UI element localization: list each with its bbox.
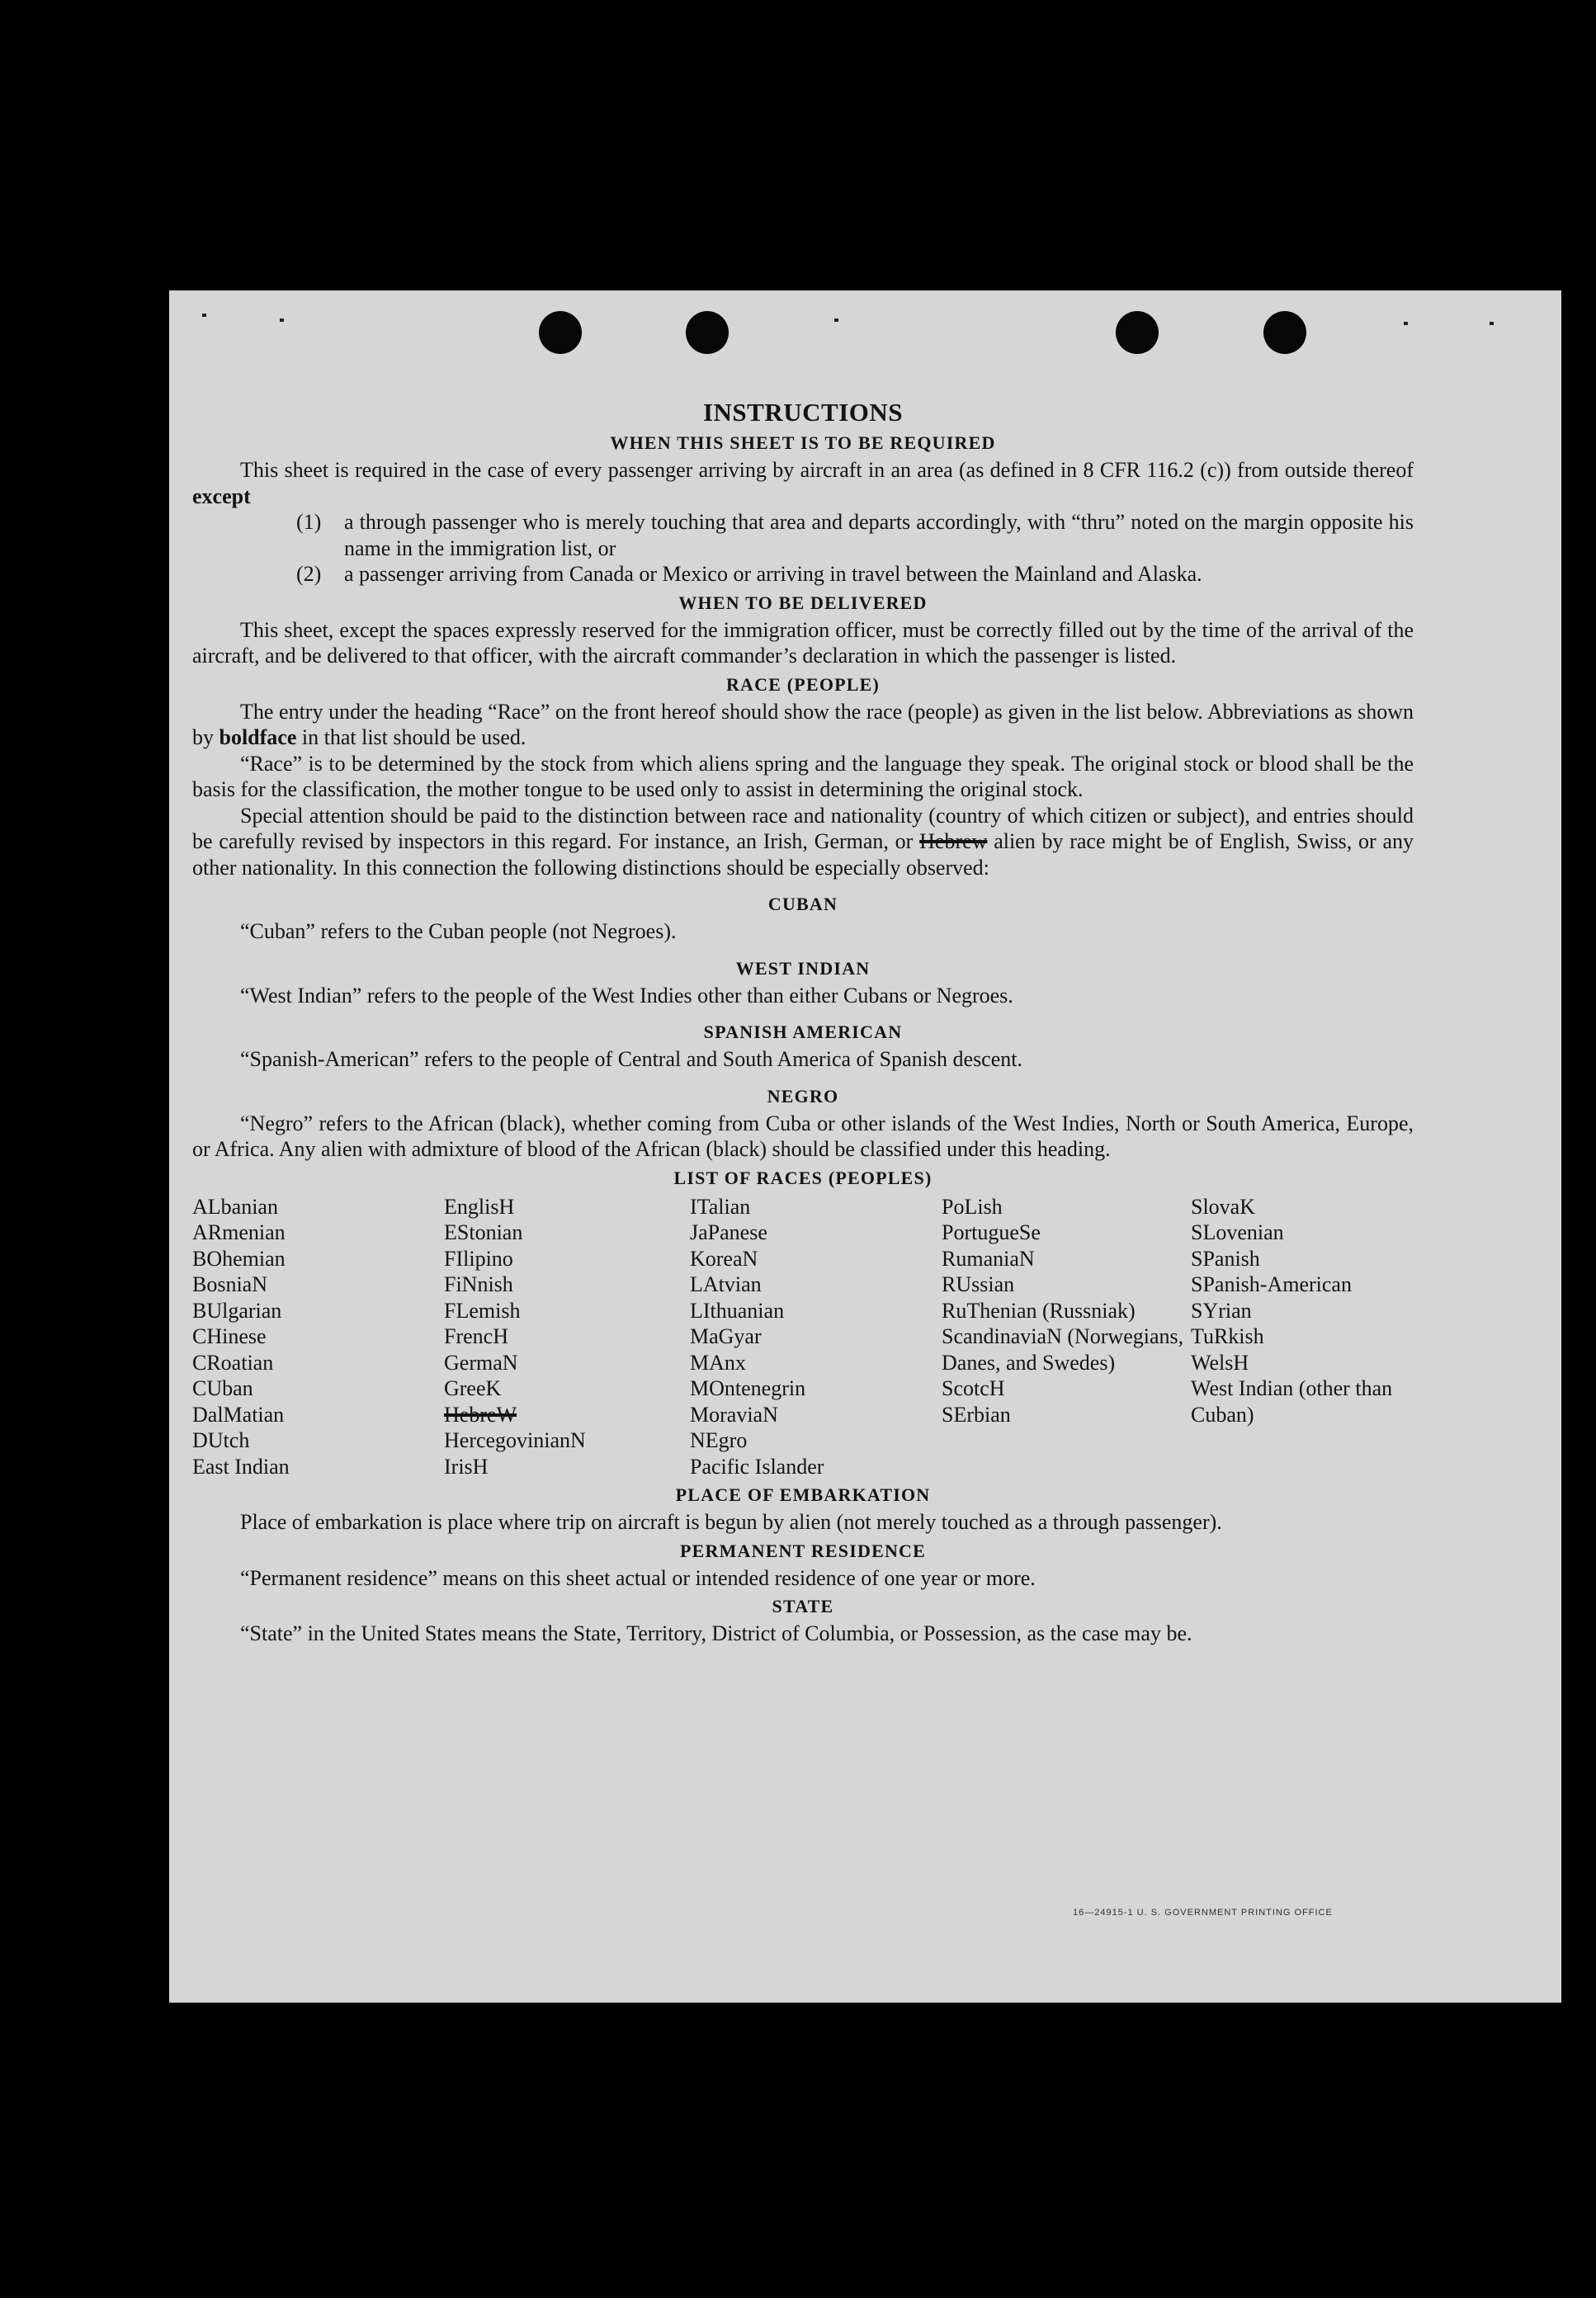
race-column (1191, 1194, 1414, 1480)
punch-hole (539, 311, 582, 354)
exception-text-2: a passenger arriving from Canada or Mexico or arriving in travel between the Mainland and Alaska. (344, 562, 1202, 586)
spanish-american-paragraph: “Spanish-American” refers to the people of Central and South America of Spanish descent. (240, 1047, 1022, 1071)
race-p1-text-a: The entry under the heading “Race” on the front hereof should show the race (people) as given in the list below. Abbreviations as shown by (192, 699, 1414, 749)
race-entry: BUlgarian (192, 1298, 282, 1323)
race-p1-boldface: boldface (219, 725, 297, 749)
race-entry: ITalian (690, 1194, 751, 1219)
section-heading-when-required: WHEN THIS SHEET IS TO BE REQUIRED (610, 432, 996, 453)
race-entry: IrisH (444, 1454, 489, 1479)
race-entry: MOntenegrin (690, 1376, 806, 1400)
race-entry: SlovaK (1191, 1194, 1255, 1219)
paper-speck (834, 319, 838, 322)
when-required-except: except (192, 484, 251, 508)
section-heading-spanish-american: SPANISH AMERICAN (703, 1022, 903, 1042)
race-entry: LAtvian (690, 1272, 762, 1296)
race-column (942, 1194, 1191, 1480)
race-column (192, 1194, 444, 1480)
race-entry: MoraviaN (690, 1402, 778, 1427)
exception-number-1: (1) (296, 510, 322, 534)
race-entry: FiNnish (444, 1272, 513, 1296)
race-p3-text-a: Special attention should be paid to the distinction between race and nationality (country of which citizen or subject), and entries should be carefully revised by inspectors in this regard. For instance, an Irish, German, or (192, 803, 1414, 853)
race-entry: ALbanian (192, 1194, 278, 1219)
when-required-intro: This sheet is required in the case of every passenger arriving by aircraft in an area (as defined in 8 CFR 116.2 (c)) from outside thereof (240, 458, 1414, 482)
negro-paragraph: “Negro” refers to the African (black), whether coming from Cuba or other islands of the West Indies, North or South America, Europe, or Africa. Any alien with admixture of blood of the African (black) should be classified under this heading. (192, 1111, 1414, 1161)
race-entry: ARmenian (192, 1220, 286, 1244)
paper-speck (202, 314, 206, 317)
race-entry: ScotcH (942, 1376, 1005, 1400)
race-entry: GreeK (444, 1376, 502, 1400)
exception-item-2 (192, 561, 1414, 587)
race-entry: CHinese (192, 1324, 267, 1348)
cuban-paragraph: “Cuban” refers to the Cuban people (not Negroes). (240, 919, 677, 943)
race-entry: FIlipino (444, 1246, 513, 1271)
race-entry: RumaniaN (942, 1246, 1035, 1271)
race-entry: DUtch (192, 1428, 250, 1452)
race-paragraph-1 (192, 699, 1414, 751)
race-entry: FLemish (444, 1298, 521, 1323)
race-entry: CUban (192, 1376, 253, 1400)
race-column (690, 1194, 942, 1480)
race-entry: SYrian (1191, 1298, 1252, 1323)
race-entry: BosniaN (192, 1272, 267, 1296)
race-entry: MAnx (690, 1350, 746, 1375)
section-heading-negro: NEGRO (767, 1085, 839, 1107)
race-entry: PoLish (942, 1194, 1003, 1219)
race-entry: SLovenian (1191, 1220, 1284, 1244)
race-entry: EStonian (444, 1220, 523, 1244)
race-entry: PortugueSe (942, 1220, 1041, 1244)
west-indian-paragraph: “West Indian” refers to the people of the West Indies other than either Cubans or Negroes. (240, 983, 1013, 1007)
race-entry: BOhemian (192, 1246, 286, 1271)
race-paragraph-3 (192, 803, 1414, 881)
embarkation-paragraph: Place of embarkation is place where trip on aircraft is begun by alien (not merely touched as a through passenger). (240, 1510, 1222, 1534)
residence-paragraph: “Permanent residence” means on this sheet actual or intended residence of one year or more. (240, 1565, 1036, 1590)
race-entry: Pacific Islander (690, 1454, 824, 1479)
race-entry: EnglisH (444, 1194, 515, 1219)
section-heading-when-delivered: WHEN TO BE DELIVERED (678, 592, 928, 613)
race-entry: RuThenian (Russniak) (942, 1298, 1136, 1323)
paper-speck (280, 319, 284, 322)
race-paragraph-2: “Race” is to be determined by the stock from which aliens spring and the language they speak. The original stock or blood shall be the basis for the classification, the mother tongue to be used only to assist in determining the original stock. (192, 751, 1414, 801)
punch-hole (1263, 311, 1306, 354)
instructions-body (192, 398, 1414, 1647)
section-heading-state: STATE (772, 1596, 834, 1616)
punch-hole (1116, 311, 1159, 354)
section-heading-list-of-races: LIST OF RACES (PEOPLES) (673, 1167, 933, 1188)
section-heading-race: RACE (PEOPLE) (725, 673, 881, 695)
race-entry: WelsH (1191, 1350, 1249, 1375)
race-entry: SErbian (942, 1402, 1011, 1427)
section-heading-embarkation: PLACE OF EMBARKATION (675, 1484, 931, 1505)
race-entry: TuRkish (1191, 1324, 1264, 1348)
exception-item-1 (192, 509, 1414, 561)
race-entry: HebreW (444, 1402, 517, 1427)
paper-speck (1490, 322, 1494, 325)
race-entry: East Indian (192, 1454, 290, 1479)
race-entry: DalMatian (192, 1402, 285, 1427)
race-entry: SPanish-American (1191, 1272, 1352, 1296)
race-p3-text-b: alien by race might be of English, Swiss, or any other nationality. In this connection the following distinctions should be especially observed: (192, 829, 1414, 880)
race-entry: KoreaN (690, 1246, 758, 1271)
race-entry: MaGyar (690, 1324, 762, 1348)
race-entry: FrencH (444, 1324, 508, 1348)
section-heading-west-indian: WEST INDIAN (735, 957, 871, 979)
race-entry: SPanish (1191, 1246, 1260, 1271)
race-entry: CRoatian (192, 1350, 274, 1375)
struck-word: Hebrew (919, 829, 988, 853)
race-entry: LIthuanian (690, 1298, 785, 1323)
page-title: INSTRUCTIONS (702, 398, 903, 427)
instruction-sheet (169, 290, 1561, 2003)
race-entry: West Indian (other than Cuban) (1191, 1376, 1393, 1427)
race-entry: JaPanese (690, 1220, 767, 1244)
race-column (444, 1194, 690, 1480)
when-delivered-paragraph: This sheet, except the spaces expressly reserved for the immigration officer, must be correctly filled out by the time of the arrival of the aircraft, and be delivered to that officer, with the aircraft commander’s declaration in which the passenger is listed. (192, 617, 1414, 668)
section-heading-cuban: CUBAN (767, 894, 838, 914)
race-entry: HercegovinianN (444, 1428, 586, 1452)
exception-number-2: (2) (296, 562, 322, 586)
race-entry: RUssian (942, 1272, 1015, 1296)
printer-imprint: 16—24915-1 U. S. GOVERNMENT PRINTING OFFICE (1073, 1908, 1333, 1918)
race-entry: GermaN (444, 1350, 518, 1375)
races-list (192, 1194, 1414, 1480)
race-p1-text-b: in that list should be used. (301, 725, 526, 749)
state-paragraph: “State” in the United States means the State, Territory, District of Columbia, or Possession, as the case may be. (240, 1621, 1192, 1645)
race-entry: NEgro (690, 1428, 748, 1452)
when-required-paragraph (192, 457, 1414, 509)
section-heading-residence: PERMANENT RESIDENCE (679, 1540, 927, 1561)
exception-text-1: a through passenger who is merely touching that area and departs accordingly, with “thru” noted on the margin opposite his name in the immigration list, or (344, 510, 1414, 560)
race-entry: ScandinaviaN (Norwegians, Danes, and Swedes) (942, 1324, 1184, 1375)
paper-speck (1404, 322, 1408, 325)
punch-hole (686, 311, 729, 354)
